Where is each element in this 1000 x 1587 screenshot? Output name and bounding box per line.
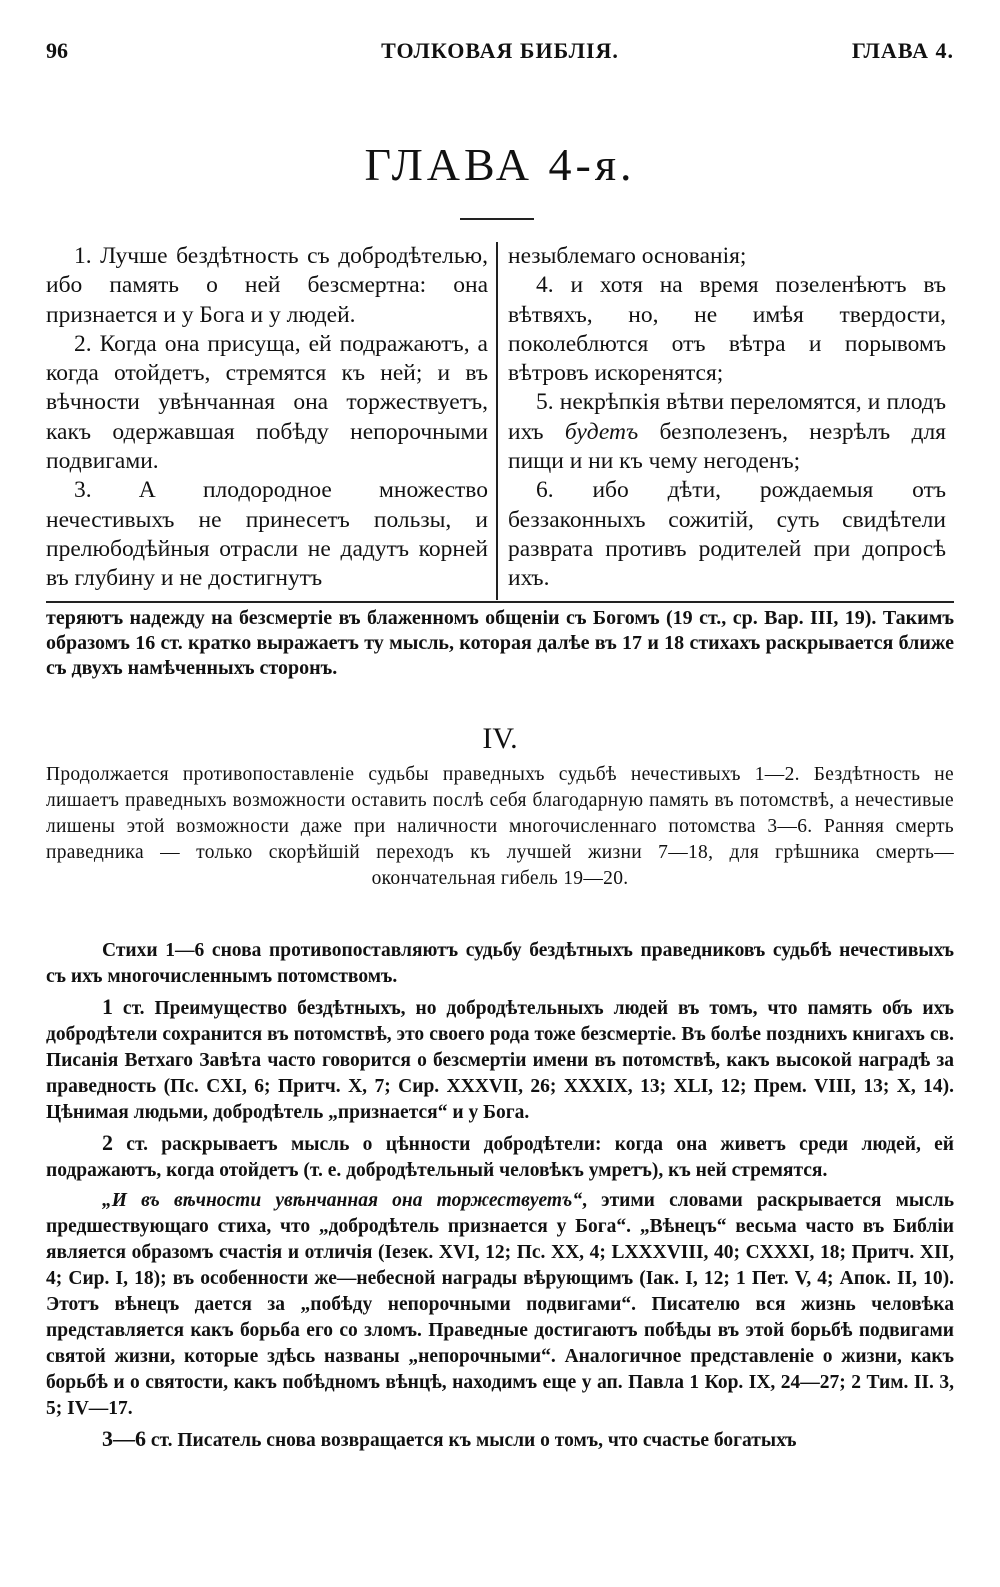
verse-1: 1. Лучше бездѣтность съ добродѣтелью, ибо память о ней безсмертна: она признается и у Бога и у людей. <box>46 243 488 328</box>
verse-3: 3. А плодородное множество нечестивыхъ не принесетъ пользы, и прелюбодѣйныя отрасли не дадутъ корней въ глубину и не достигнутъ <box>46 477 488 592</box>
verse-4: 4. и хотя на время позеленѣютъ въ вѣтвяхъ, но, не имѣя твердости, поколеблются отъ вѣтра и порывомъ вѣтровъ искоренятся; <box>508 272 946 387</box>
commentary-intro: Стихи 1—6 снова противопоставляютъ судьбу бездѣтныхъ праведниковъ судьбѣ нечестивыхъ съ ихъ многочисленнымъ потомствомъ. <box>46 940 954 987</box>
verse-2: 2. Когда она присуща, ей подражаютъ, а когда отойдетъ, стремятся къ ней; и въ вѣчности увѣнчанная она торжествуетъ, какъ одержавшая побѣду непорочными подвигами. <box>46 330 488 475</box>
commentary <box>46 938 954 1458</box>
verse-5-text-b: безполезенъ, незрѣлъ для пищи и ни къ чему негоденъ; <box>508 418 946 475</box>
commentary-verses-3-6 <box>46 1426 954 1454</box>
section-numeral: IV. <box>482 722 518 755</box>
commentary-verse-1 <box>46 994 954 1126</box>
verse-5-italic: будетъ <box>564 418 639 445</box>
verse-5-text-a: 5. некрѣпкія вѣтви переломятся, и плодъ ихъ <box>508 389 946 445</box>
commentary-verse-2-text: ст. раскрываетъ мысль о цѣнности добродѣтели: когда она живетъ среди людей, ей подражаютъ, когда отойдетъ (т. е. добродѣтельный человѣкъ умретъ), къ ней стремятся. <box>46 1134 954 1181</box>
running-chapter: ГЛАВА 4. <box>851 38 954 63</box>
book-title: ТОЛКОВАЯ БИБЛІЯ. <box>381 38 619 63</box>
commentary-quote-text: , этими словами раскрывается мысль предшествующаго стиха, что „добродѣтель признается у Бога“. „Вѣнецъ“ весьма часто въ Библіи является образомъ счастія и отличія (Іезек. XVI, 12; Пс. XX, 4; LXXXVIII, 40; CXXXI, 18; Притч. XII, 4; Сир. I, 18); въ особенности же—небесной награды вѣрующимъ (Іак. I, 12; 1 Пет. V, 4; Апок. II, 10). Этотъ вѣнецъ дается за „побѣду непорочными подвигами“. Писателю вся жизнь человѣка представляется какъ борьба его со зломъ. Праведные достигаютъ побѣды въ этой борьбѣ подвигами святой жизни, которые здѣсь названы „непорочными“. Аналогичное представленіе о жизни, какъ борьбѣ и о святости, какъ побѣдномъ вѣнцѣ, находимъ еще у ап. Павла 1 Кор. IX, 24—27; 2 Тим. II. 3, 5; IV—17. <box>46 1190 955 1419</box>
section-summary: Продолжается противопоставленіе судьбы праведныхъ судьбѣ нечестивыхъ 1—2. Бездѣтность не лишаетъ праведныхъ возможности оставить послѣ себя благодарную память въ потомствѣ, а нечестивые лишены этой возможности даже при наличности многочисленнаго потомства 3—6. Ранняя смерть праведника — только скорѣйшій переходъ къ лучшей жизни 7—18, для грѣшника смерть—окончательная гибель 19—20. <box>46 764 954 889</box>
carried-over-commentary: теряютъ надежду на безсмертіе въ блаженномъ общеніи съ Богомъ (19 ст., ср. Вар. III, 19). Такимъ образомъ 16 ст. кратко выражаетъ ту мысль, которая далѣе въ 17 и 18 стихахъ раскрывается ближе съ двухъ намѣченныхъ сторонъ. <box>46 607 954 679</box>
commentary-verses-3-6-text: ст. Писатель снова возвращается къ мысли о томъ, что счастье богатыхъ <box>146 1430 797 1451</box>
chapter-title-rule <box>460 218 534 220</box>
page-number: 96 <box>46 38 68 63</box>
verse-3-continuation: незыблемаго основанія; <box>508 243 747 269</box>
commentary-verse-2-number: 2 <box>102 1130 113 1155</box>
commentary-verse-1-text: ст. Преимущество бездѣтныхъ, но добродѣтельныхъ людей въ томъ, что память объ ихъ добродѣтели сохранится въ потомствѣ, это своего рода тоже безсмертіе. Въ болѣе позднихъ книгахъ св. Писанія Ветхаго Завѣта часто говорится о безсмертіи имени въ потомствѣ, какъ высокой наградѣ за праведность (Пс. CXI, 6; Притч. X, 7; Сир. XXXVII, 26; XXXIX, 13; XLI, 12; Прем. VIII, 13; X, 14). Цѣнимая людьми, добродѣтель „признается“ и у Бога. <box>46 998 954 1123</box>
commentary-verses-3-6-number: 3—6 <box>102 1426 146 1451</box>
verse-6: 6. ибо дѣти, рождаемыя отъ беззаконныхъ сожитій, суть свидѣтели разврата противъ родителей при допросѣ ихъ. <box>508 477 946 592</box>
verse-column-left <box>46 242 496 600</box>
commentary-verse-2-quote <box>46 1188 954 1422</box>
verse-columns-rule <box>46 601 954 603</box>
commentary-verse-2 <box>46 1130 954 1184</box>
verse-column-right <box>496 242 946 600</box>
commentary-quote: „И въ вѣчности увѣнчанная она торжествуетъ“ <box>102 1190 583 1211</box>
commentary-verse-1-number: 1 <box>102 994 113 1019</box>
chapter-title: ГЛАВА 4-я. <box>364 139 636 190</box>
running-header <box>46 38 954 72</box>
verse-5 <box>508 388 946 476</box>
verse-columns <box>46 242 954 600</box>
